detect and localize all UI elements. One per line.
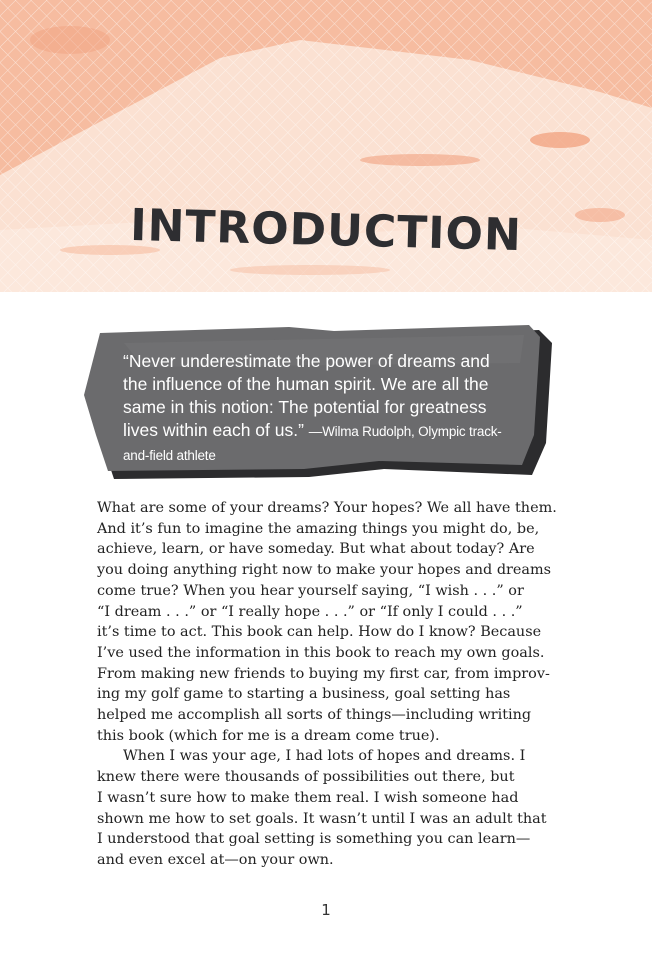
text-line: And it’s fun to imagine the amazing things you might do, be, xyxy=(97,520,540,537)
text-line: shown me how to set goals. It wasn’t until I was an adult that xyxy=(97,810,547,827)
text-line: When I was your age, I had lots of hopes and dreams. I xyxy=(123,748,526,765)
paint-splotch xyxy=(230,265,390,275)
text-line: “I dream . . .” or “I really hope . . .” or “If only I could . . .” xyxy=(97,603,523,620)
paint-splotch xyxy=(30,26,110,54)
text-line: it’s time to act. This book can help. How do I know? Because xyxy=(97,624,542,641)
text-line: I’ve used the information in this book to reach my own goals. xyxy=(97,644,545,661)
paint-splotch xyxy=(530,132,590,148)
text-line: and even excel at—on your own. xyxy=(97,851,334,868)
text-line: you doing anything right now to make your hopes and dreams xyxy=(97,562,552,579)
text-line: helped me accomplish all sorts of things—including writing xyxy=(97,707,532,724)
text-line: this book (which for me is a dream come true). xyxy=(97,727,440,744)
pull-quote xyxy=(123,350,518,467)
text-line: come true? When you hear yourself saying, “I wish . . .” or xyxy=(97,582,524,599)
quote-attribution: —Wilma Rudolph, Olympic track-and-field athlete xyxy=(123,424,502,463)
paragraph xyxy=(97,746,547,870)
paragraph xyxy=(97,498,557,746)
quote-text: “Never underestimate the power of dreams and the influence of the human spirit. We are all the same in this notion: The potential for greatness lives within each of us.” xyxy=(123,351,490,440)
text-line: I understood that goal setting is something you can learn— xyxy=(97,831,531,848)
text-line: I wasn’t sure how to make them real. I wish someone had xyxy=(97,789,519,806)
text-line: What are some of your dreams? Your hopes? We all have them. xyxy=(97,500,557,516)
paint-splotch xyxy=(360,154,480,166)
chapter-title: INTRODUCTION xyxy=(129,200,523,262)
text-line: ing my golf game to starting a business, goal setting has xyxy=(97,686,511,703)
text-line: From making new friends to buying my first car, from improv- xyxy=(97,665,550,682)
text-line: knew there were thousands of possibilities out there, but xyxy=(97,769,515,786)
body-text xyxy=(97,498,557,871)
page-number: 1 xyxy=(321,901,331,919)
text-line: achieve, learn, or have someday. But what about today? Are xyxy=(97,541,535,558)
